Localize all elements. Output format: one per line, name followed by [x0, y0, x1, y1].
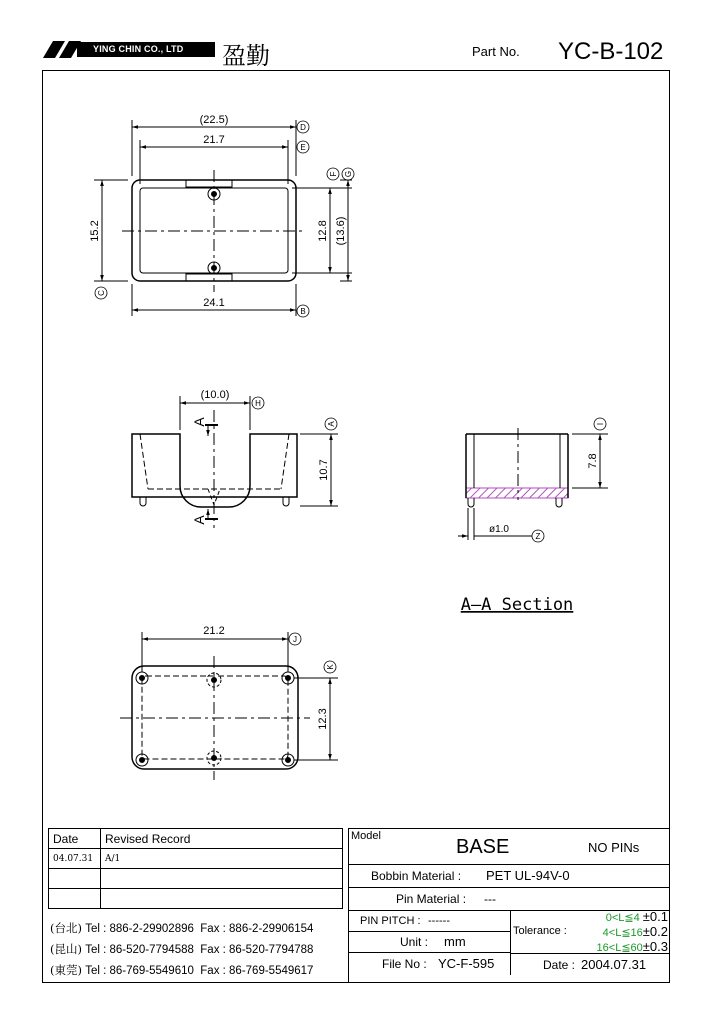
rev-date — [49, 889, 101, 909]
unit-row — [348, 932, 511, 953]
section-title: A–A Section — [460, 595, 574, 615]
mark-j: J — [293, 635, 297, 644]
tolerance-range: 16<L≦60 — [596, 942, 643, 954]
contact-tel: Tel : 86-769-5549610 — [85, 965, 194, 977]
tolerance-list — [597, 910, 668, 955]
contact-tel: Tel : 86-520-7794588 — [85, 944, 194, 956]
pin-material: --- — [484, 892, 496, 906]
part-no-label: Part No. — [472, 44, 520, 59]
mark-k: K — [326, 664, 335, 670]
company-name-cn: 盈勤 — [222, 42, 270, 70]
contact-fax: Fax : 86-520-7794788 — [200, 944, 314, 956]
tolerance-item — [597, 925, 668, 940]
contact-row — [50, 939, 313, 960]
tolerance-value: ±0.2 — [642, 924, 668, 939]
dim-outer-width: 24.1 — [203, 297, 225, 309]
model-label: Model — [351, 830, 381, 842]
tolerance-item — [597, 910, 668, 925]
mark-a: A — [327, 421, 336, 427]
mark-z: Z — [535, 532, 541, 541]
contact-city: (台北) — [50, 921, 82, 935]
rev-header-record: Revised Record — [101, 829, 343, 849]
pins-value: NO PINs — [588, 840, 640, 855]
date-value: 2004.07.31 — [581, 957, 647, 972]
mark-e: E — [300, 143, 306, 152]
dim-height: 15.2 — [89, 220, 101, 242]
tolerance-value: ±0.3 — [642, 939, 668, 954]
contact-fax: Fax : 86-769-5549617 — [200, 965, 314, 977]
tolerance-cell — [511, 911, 670, 954]
mark-i: I — [596, 422, 605, 426]
model-value: BASE — [456, 836, 510, 858]
mark-d: D — [300, 123, 306, 132]
dim-bottom-height: 12.3 — [317, 708, 329, 730]
dim-pin-dia: ø1.0 — [488, 524, 510, 535]
tolerance-label: Tolerance : — [513, 925, 567, 937]
rev-record — [101, 889, 343, 909]
file-no: YC-F-595 — [438, 956, 495, 971]
dim-side-height: 10.7 — [318, 459, 330, 481]
pin-material-label: Pin Material : — [396, 892, 467, 906]
dim-inner-width: 21.7 — [203, 134, 225, 146]
top-view — [94, 120, 352, 316]
file-no-row — [348, 953, 511, 975]
mark-g: G — [344, 170, 353, 178]
tolerance-item — [597, 940, 668, 955]
rev-date: 04.07.31 — [49, 849, 101, 869]
unit-label: Unit : — [400, 935, 429, 949]
bobbin-row — [348, 865, 670, 888]
side-view — [132, 396, 338, 528]
pin-pitch: ------ — [428, 915, 450, 927]
date-cell — [511, 954, 670, 976]
file-no-label: File No : — [382, 957, 427, 971]
pin-pitch-label: PIN PITCH : — [360, 915, 421, 927]
mark-f: F — [329, 171, 338, 177]
section-letter-top: A — [191, 417, 207, 427]
pin-material-row — [348, 888, 670, 911]
tolerance-value: ±0.1 — [642, 909, 668, 924]
contact-fax: Fax : 886-2-29906154 — [200, 923, 314, 935]
rev-record — [101, 869, 343, 889]
bottom-view — [120, 632, 338, 780]
revision-table — [48, 828, 343, 909]
dim-inner-height: 12.8 — [317, 220, 329, 242]
dim-bottom-width: 21.2 — [203, 625, 225, 637]
company-name: YING CHIN CO., LTD — [93, 44, 184, 54]
bobbin-material-label: Bobbin Material : — [371, 869, 462, 883]
part-no: YC-B-102 — [558, 38, 664, 65]
bobbin-material: PET UL-94V-0 — [486, 868, 570, 883]
dim-slot-ref: (10.0) — [200, 389, 230, 401]
contact-tel: Tel : 886-2-29902896 — [85, 923, 194, 935]
mark-c: C — [97, 290, 106, 296]
contact-city: (東莞) — [50, 963, 82, 977]
dim-section-height: 7.8 — [587, 453, 599, 469]
tolerance-range: 0<L≦4 — [605, 912, 640, 924]
tolerance-range: 4<L≦16 — [602, 927, 643, 939]
mark-b: B — [300, 307, 306, 316]
contact-list — [50, 918, 313, 981]
rev-record: A/1 — [101, 849, 343, 869]
rev-date — [49, 869, 101, 889]
pin-pitch-row — [348, 911, 511, 932]
section-letter-bottom: A — [191, 515, 207, 525]
unit-value: mm — [444, 934, 466, 949]
contact-row — [50, 918, 313, 939]
contact-row — [50, 960, 313, 981]
section-view — [458, 428, 608, 540]
mark-h: H — [255, 399, 261, 408]
dim-overall-ref: (22.5) — [199, 114, 229, 126]
rev-header-date: Date — [49, 829, 101, 849]
dim-inner-height-ref: (13.6) — [335, 216, 347, 246]
contact-city: (昆山) — [50, 942, 82, 956]
date-label: Date : — [543, 958, 576, 972]
model-row — [348, 828, 670, 865]
